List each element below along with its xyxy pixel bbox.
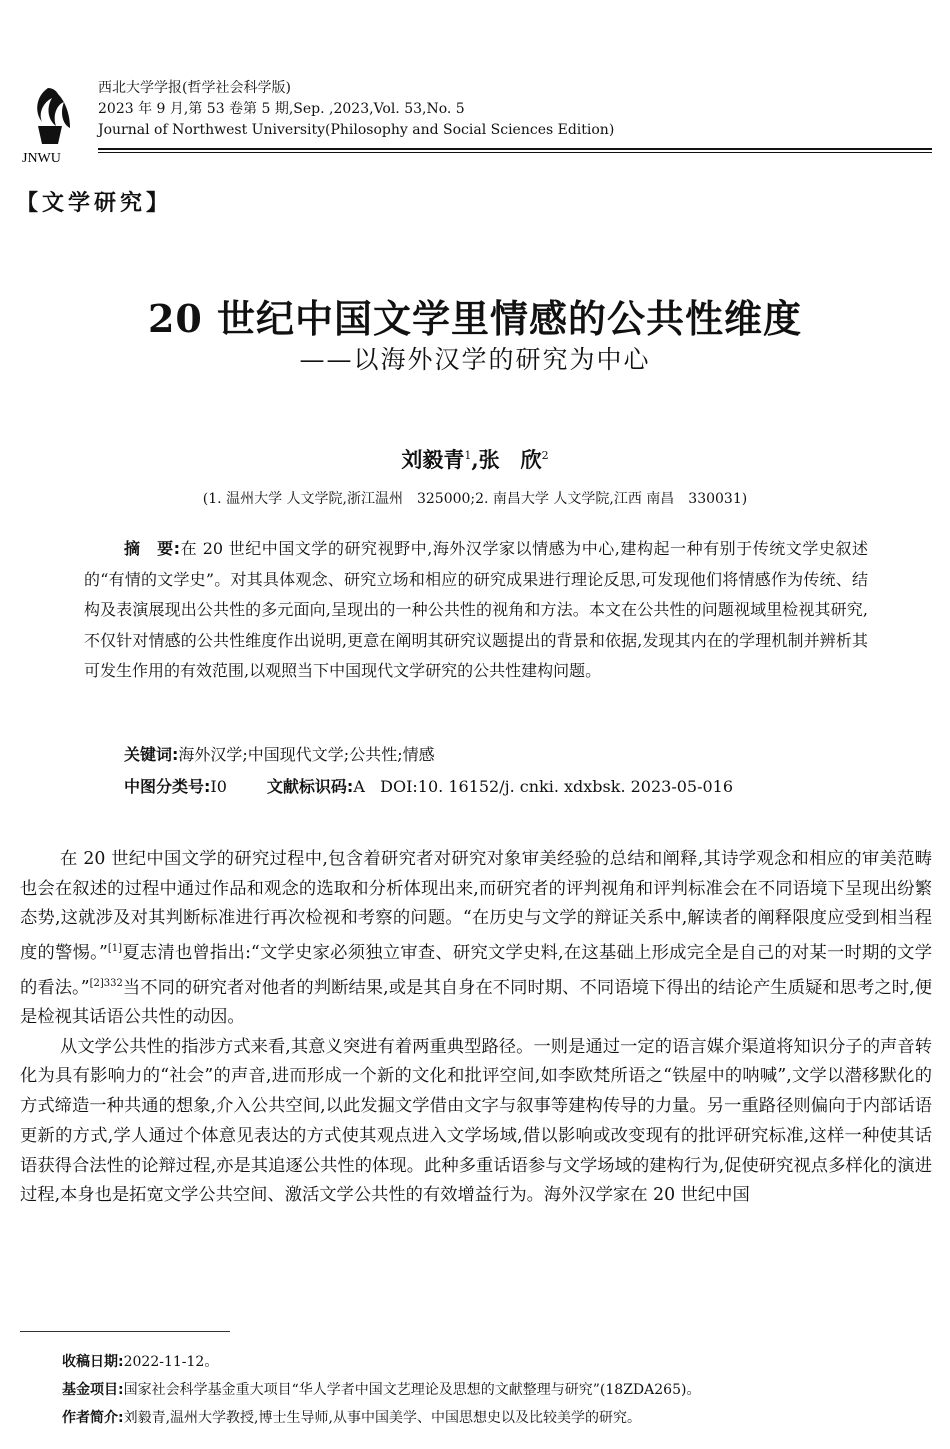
footnote-received [62,1351,218,1373]
author-affil-mark: 2 [541,449,549,462]
footnote-rule [20,1331,230,1332]
journal-name-en: Journal of Northwest University(Philosophy and Social Sciences Edition) [98,122,615,138]
footnote-text: 2022-11-12。 [123,1354,219,1370]
author-separator: , [471,447,479,472]
journal-name-cn: 西北大学学报(哲学社会科学版) [98,80,291,96]
doi: DOI:10. 16152/j. cnki. xdxbsk. 2023-05-016 [380,777,734,796]
section-label: 【文学研究】 [16,190,173,216]
doc-code-label: 文献标识码: [266,777,354,796]
clc-label: 中图分类号: [124,777,211,796]
footnote-text: 国家社会科学基金重大项目“华人学者中国文艺理论及思想的文献整理与研究”(18ZDA265)。 [123,1382,701,1398]
footnote-label: 收稿日期: [62,1354,124,1370]
article-title: 20 世纪中国文学里情感的公共性维度 [147,296,803,341]
article-subtitle: ——以海外汉学的研究为中心 [299,345,651,374]
citation: [2]332 [89,977,123,989]
footnote-text: 刘毅青,温州大学教授,博士生导师,从事中国美学、中国思想史以及比较美学的研究。 [123,1410,641,1426]
journal-logo [18,82,94,164]
footnote-label: 作者简介: [62,1410,124,1426]
author-list [0,444,950,474]
author-affil-mark: 1 [464,449,472,462]
abstract-text: 在 20 世纪中国文学的研究视野中,海外汉学家以情感为中心,建构起一种有别于传统文学史叙述的“有情的文学史”。对其具体观念、研究立场和相应的研究成果进行理论反思,可发现他们将情感作为传统、结构及表演展现出公共性的多元面向,呈现出的一种公共性的视角和方法。本文在公共性的问题视域里检视其研究,不仅针对情感的公共性维度作出说明,更意在阐明其研究议题提出的背景和依据,发现其内在的学理机制并辨析其可发生作用的有效范围,以观照当下中国现代文学研究的公共性建构问题。 [84,539,868,680]
article-body [20,845,932,1211]
paragraph: 从文学公共性的指涉方式来看,其意义突进有着两重典型路径。一则是通过一定的语言媒介渠道将知识分子的声音转化为具有影响力的“社会”的声音,进而形成一个新的文化和批评空间,如李欧梵所语之“铁屋中的呐喊”,文学以潜移默化的方式缔造一种共通的想象,介入公共空间,以此发掘文学借由文字与叙事等建构传导的力量。另一重路径则偏向于内部话语更新的方式,学人通过个体意见表达的方式使其观点进入文学场域,借以影响或改变现有的批评研究标准,这样一种使其话语获得合法性的论辩过程,亦是其追逐公共性的体现。此种多重话语参与文学场域的建构行为,促使研究视点多样化的演进过程,本身也是拓宽文学公共空间、激活文学公共性的有效增益行为。海外汉学家在 20 世纪中国 [20,1036,932,1206]
author-name: 刘毅青 [401,447,465,472]
logo-text: JNWU [22,151,61,164]
header-rule [98,148,932,150]
issue-info: 2023 年 9 月,第 53 卷第 5 期,Sep. ,2023,Vol. 53,No. 5 [98,101,465,117]
keywords-label: 关键词: [124,745,179,764]
paragraph-text: 在 20 世纪中国文学的研究过程中,包含着研究者对研究对象审美经验的总结和阐释,其诗学观念和相应的审美范畴也会在叙述的过程中通过作品和观念的选取和分析体现出来,而研究者的评判视角和评判标准会在不同语境下呈现出纷繁态势,这就涉及对其判断标准进行再次检视和考察的问题。“在历史与文学的辩证关系中,解读者的阐释限度应受到相当程度的警惕。” [20,849,932,963]
affiliations: (1. 温州大学 人文学院,浙江温州 325000;2. 南昌大学 人文学院,江西 南昌 330031) [202,491,748,507]
paragraph-text: 当不同的研究者对他者的判断结果,或是其自身在不同时期、不同语境下得出的结论产生质疑和思考之时,便是检视其话语公共性的动因。 [20,977,932,1028]
clc-value: I0 [210,777,227,796]
footnote-author [62,1407,641,1429]
author-name: 张 欣 [478,447,542,472]
journal-header [18,70,932,162]
paragraph-text: 夏志清也曾指出:“文学史家必须独立审查、研究文学史料,在这基础上形成完全是自己的对某一时期的文学的看法。” [20,942,932,998]
header-rule-thin [98,152,932,153]
classification [124,772,733,802]
keywords-text: 海外汉学;中国现代文学;公共性;情感 [178,745,435,764]
paragraph [20,845,932,1033]
abstract [84,534,868,687]
doc-code-value: A [353,777,365,796]
footnote-funding [62,1379,700,1401]
abstract-label: 摘 要: [124,539,181,558]
citation: [1] [107,943,123,955]
footnote-label: 基金项目: [62,1382,124,1398]
keywords [124,740,435,770]
